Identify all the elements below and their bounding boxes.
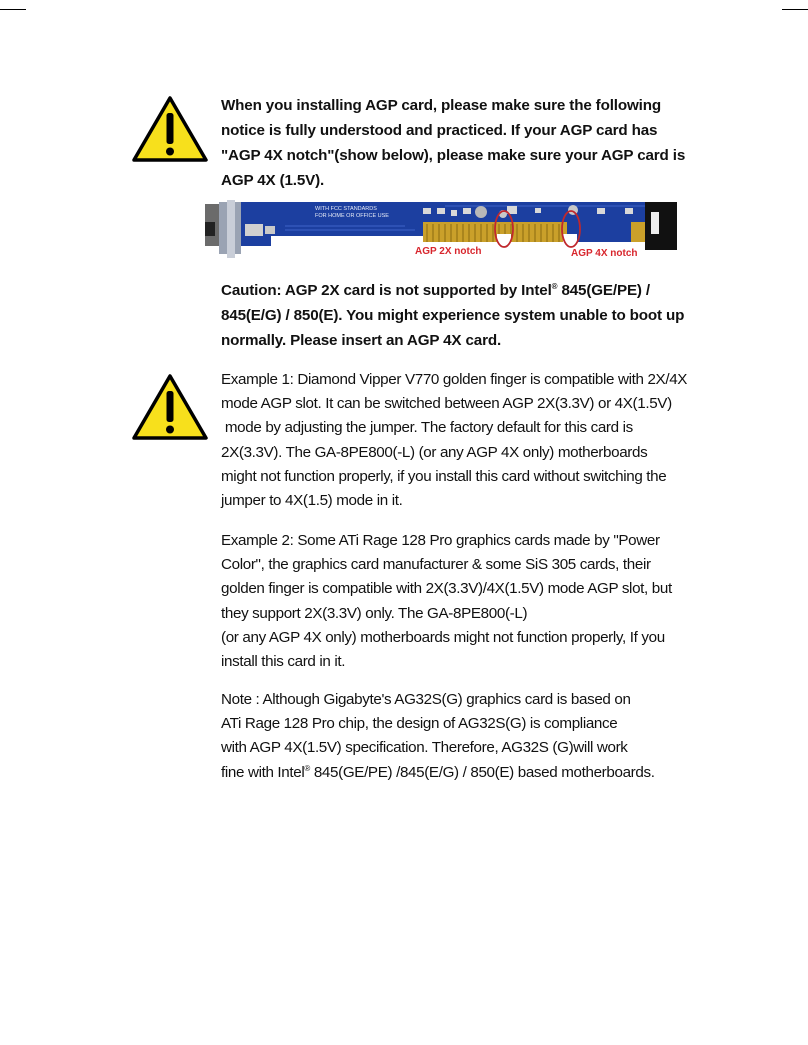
example-1-line: mode by adjusting the jumper. The factory default for this card is [221,419,633,437]
example-1-line: might not function properly, if you install this card without switching the [221,467,667,485]
example-1-line: Example 1: Diamond Vipper V770 golden finger is compatible with 2X/4X [221,371,688,388]
note-line-3: with AGP 4X(1.5V) specification. Therefore, AG32S (G)will work [221,739,628,757]
note-line-2: ATi Rage 128 Pro chip, the design of AG32S(G) is compliance [221,715,618,733]
example-2-line: install this card in it. [221,653,346,671]
registered-mark: ® [304,763,310,773]
registered-mark: ® [551,282,558,291]
note-line-4 [221,761,691,785]
caution-line-3: normally. Please insert an AGP 4X card. [221,332,502,349]
crop-mark-right [782,9,808,10]
example-2-line: Color", the graphics card manufacturer & some SiS 305 cards, their [221,556,651,574]
example-2-line: they support 2X(3.3V) only. The GA-8PE800(-L) [221,604,528,622]
caution-text-b: 845(GE/PE) / [557,282,650,299]
notice-line: notice is fully understood and practiced. If your AGP card has [221,122,658,139]
caution-text-a: Caution: AGP 2X card is not supported by Intel [221,282,552,299]
agp-2x-notch-label: AGP 2X notch [415,246,482,257]
caution-line-2: 845(E/G) / 850(E). You might experience system unable to boot up [221,307,685,324]
agp-4x-notch-label: AGP 4X notch [571,248,638,259]
note-paragraph [221,688,691,785]
note-line-1: Note : Although Gigabyte's AG32S(G) graphics card is based on [221,691,631,708]
example-2-line: golden finger is compatible with 2X(3.3V)/4X(1.5V) mode AGP slot, but [221,580,672,598]
agp-notice-paragraph [221,93,691,193]
crop-mark-left [0,9,26,10]
warning-icon [131,373,209,441]
note-text-a: fine with Intel [221,763,305,781]
example-2-line: (or any AGP 4X only) motherboards might not function properly, If you [221,628,665,646]
example-1-line: jumper to 4X(1.5) mode in it. [221,492,403,510]
board-label-2: FOR HOME OR OFFICE USE [315,213,389,219]
example-1-line: mode AGP slot. It can be switched between AGP 2X(3.3V) or 4X(1.5V) [221,395,672,413]
board-label-1: WITH FCC STANDARDS [315,206,377,212]
example-1-line: 2X(3.3V). The GA-8PE800(-L) (or any AGP 4X only) motherboards [221,443,648,461]
notice-line: AGP 4X (1.5V). [221,172,325,189]
note-text-b: 845(GE/PE) /845(E/G) / 850(E) based motherboards. [309,763,655,781]
warning-icon [131,95,209,163]
notice-line: "AGP 4X notch"(show below), please make sure your AGP card is [221,147,686,164]
example-1-paragraph [221,368,691,513]
caution-paragraph [221,278,691,353]
example-2-paragraph [221,529,691,674]
caution-line-1 [221,278,691,303]
example-2-line: Example 2: Some ATi Rage 128 Pro graphics cards made by "Power [221,532,660,549]
notice-line: When you installing AGP card, please make sure the following [221,97,661,114]
agp-card-figure [205,196,677,260]
